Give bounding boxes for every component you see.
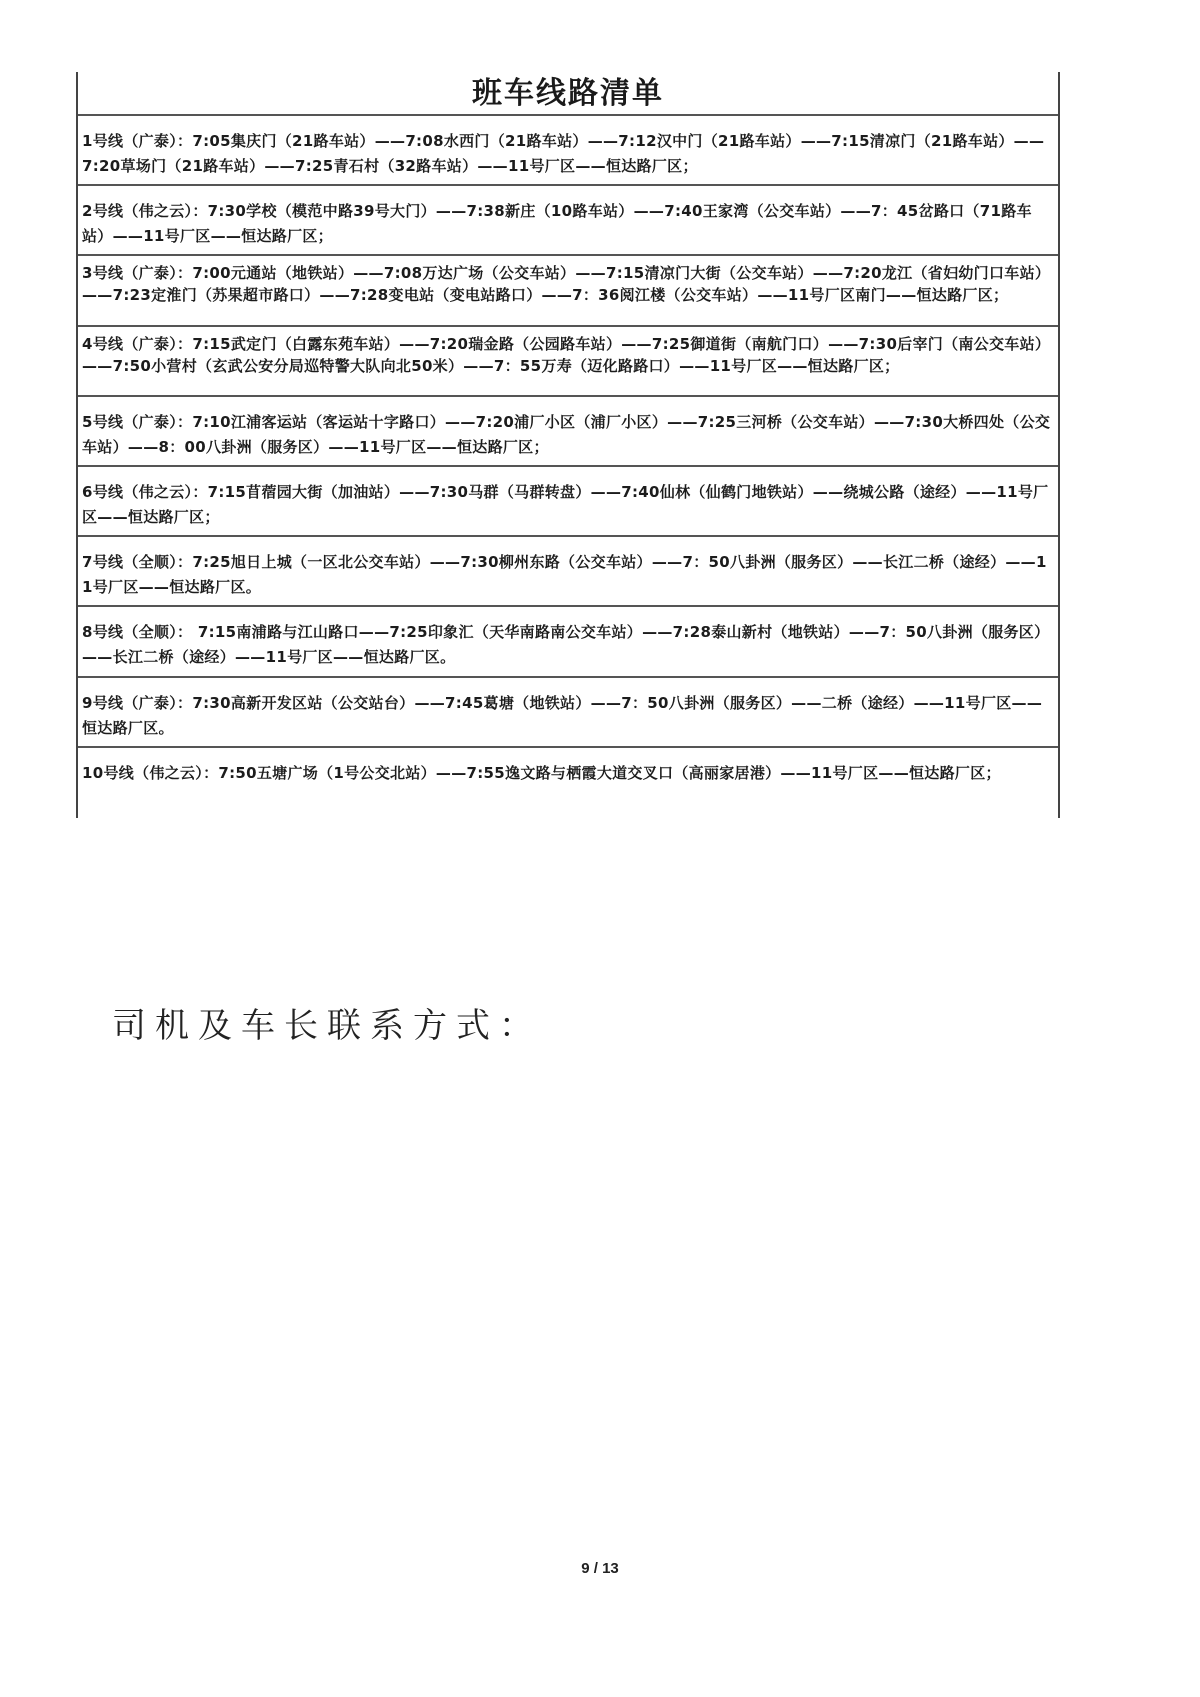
route-row-3: 3号线（广泰）：7:00元通站（地铁站）——7:08万达广场（公交车站）——7:15清凉门大街（公交车站）——7:20龙江（省妇幼门口车站）——7:23定淮门（苏果超市路口）——7:28变电站（变电站路口）——7：36阅江楼（公交车站）——11号厂区南门——恒达路厂区； (78, 256, 1058, 326)
contact-heading: 司机及车长联系方式： (112, 1006, 542, 1046)
route-row-10: 10号线（伟之云）：7:50五塘广场（1号公交北站）——7:55逸文路与栖霞大道交叉口（高丽家居港）——11号厂区——恒达路厂区； (82, 763, 1001, 782)
route-row-6: 6号线（伟之云）：7:15苜蓿园大街（加油站）——7:30马群（马群转盘）——7:40仙林（仙鹤门地铁站）——绕城公路（途经）——11号厂区——恒达路厂区； (78, 467, 1058, 537)
route-row-4: 4号线（广泰）：7:15武定门（白露东苑车站）——7:20瑞金路（公园路车站）——7:25御道街（南航门口）——7:30后宰门（南公交车站）——7:50小营村（玄武公安分局巡特警大队向北50米）——7：55万寿（迈化路路口）——11号厂区——恒达路厂区； (78, 327, 1058, 397)
route-row-2: 2号线（伟之云）：7:30学校（模范中路39号大门）——7:38新庄（10路车站）——7:40王家湾（公交车站）——7：45岔路口（71路车站）——11号厂区——恒达路厂区； (78, 186, 1058, 256)
route-row-8: 8号线（全顺）： 7:15南浦路与江山路口——7:25印象汇（天华南路南公交车站）——7:28泰山新村（地铁站）——7：50八卦洲（服务区）——长江二桥（途经）——11号厂区——恒达路厂区。 (78, 607, 1058, 677)
route-row-9: 9号线（广泰）：7:30高新开发区站（公交站台）——7:45葛塘（地铁站）——7：50八卦洲（服务区）——二桥（途经）——11号厂区——恒达路厂区。 (78, 678, 1058, 748)
route-list-table-image (76, 72, 1060, 818)
route-row-7: 7号线（全顺）：7:25旭日上城（一区北公交车站）——7:30柳州东路（公交车站）——7：50八卦洲（服务区）——长江二桥（途经）——11号厂区——恒达路厂区。 (78, 537, 1058, 607)
table-title: 班车线路清单 (78, 72, 1058, 116)
route-row-5: 5号线（广泰）：7:10江浦客运站（客运站十字路口）——7:20浦厂小区（浦厂小区）——7:25三河桥（公交车站）——7:30大桥四处（公交车站）——8：00八卦洲（服务区）——11号厂区——恒达路厂区； (78, 397, 1058, 467)
route-row-1: 1号线（广泰）：7:05集庆门（21路车站）——7:08水西门（21路车站）——7:12汉中门（21路车站）——7:15清凉门（21路车站）——7:20草场门（21路车站）——7:25青石村（32路车站）——11号厂区——恒达路厂区； (78, 116, 1058, 186)
page-number: 9 / 13 (581, 1560, 619, 1577)
